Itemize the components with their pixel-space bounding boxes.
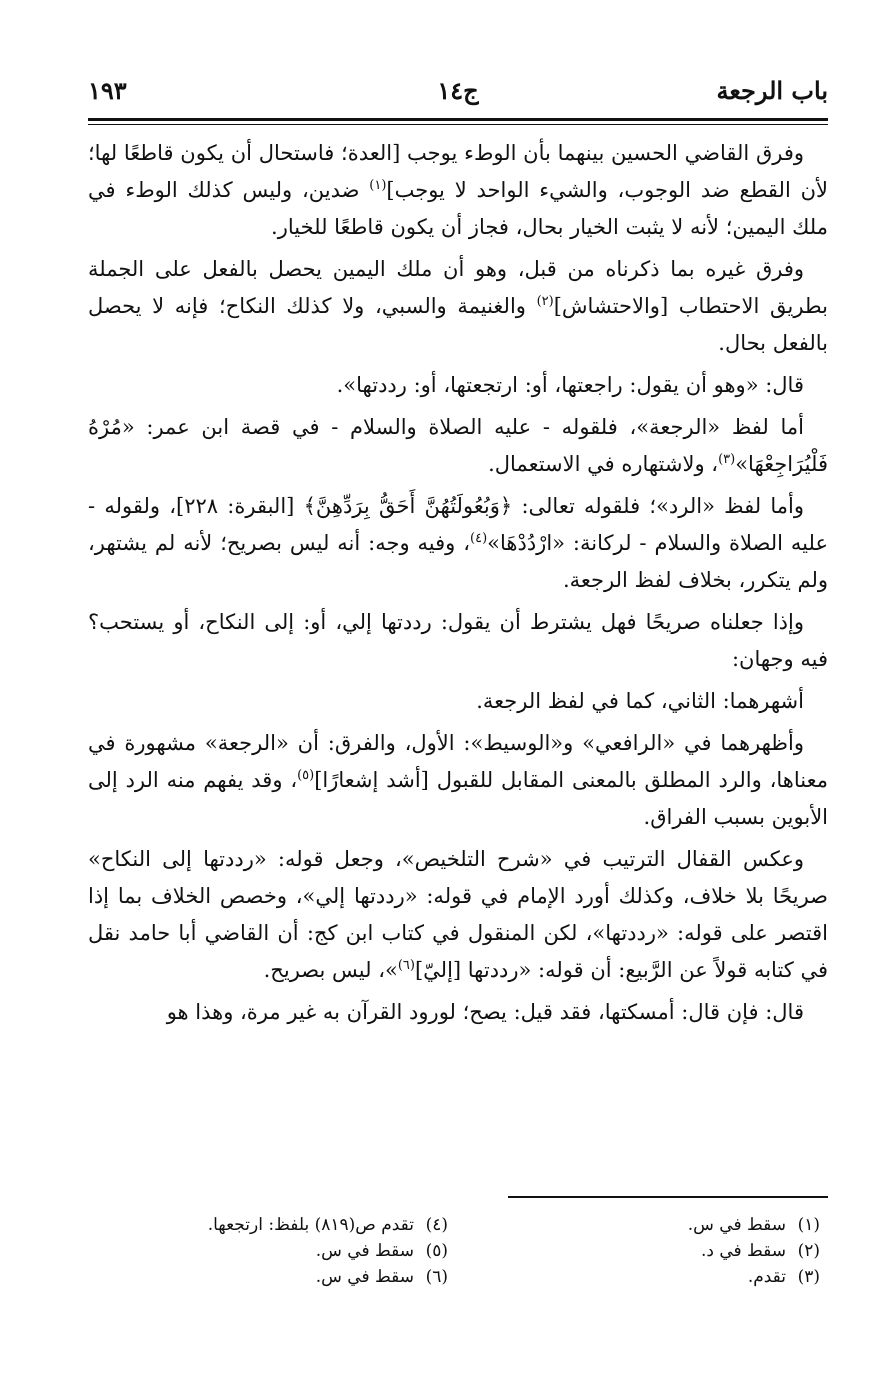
page-number: ١٩٣ <box>88 76 127 105</box>
text-segment: قال: «وهو أن يقول: راجعتها، أو: ارتجعتها، أو: رددتها». <box>336 373 804 397</box>
text-segment: وأظهرهما في «الرافعي» و«الوسيط»: الأول، والفرق: أن «الرجعة» مشهورة في معناها، والرد المطلق بالمعنى المقابل للقبول [أشد إشعارًا] <box>88 731 828 792</box>
running-head <box>88 72 828 112</box>
text-segment: ، وقد يفهم منه الرد إلى الأبوين بسبب الفراق. <box>88 768 828 829</box>
footnote-marker: (٤) <box>470 531 488 546</box>
footnote-item <box>108 1264 448 1290</box>
footnotes-right-column <box>520 1212 820 1290</box>
footnote-item <box>108 1212 448 1238</box>
footnote-marker: (٥) <box>297 768 315 783</box>
paragraph <box>88 409 828 483</box>
footnote-text: تقدم ص(٨١٩) بلفظ: ارتجعها. <box>207 1215 414 1235</box>
paragraph <box>88 251 828 362</box>
text-segment: وفرق القاضي الحسين بينهما بأن الوطء يوجب [العدة؛ فاستحال أن يكون قاطعًا لها؛ لأن القطع ضد الوجوب، والشيء الواحد لا يوجب] <box>88 141 828 202</box>
text-segment: قال: فإن قال: أمسكتها، فقد قيل: يصح؛ لورود القرآن به غير مرة، وهذا هو <box>166 1000 804 1024</box>
paragraph <box>88 841 828 989</box>
footnotes-left-column <box>108 1212 448 1290</box>
text-segment: ، ولاشتهاره في الاستعمال. <box>488 452 719 476</box>
footnote-text: سقط في د. <box>700 1241 786 1261</box>
footnote-text: تقدم. <box>747 1267 786 1287</box>
footnote-marker: (١) <box>369 178 387 193</box>
footnote-number: (٣) <box>797 1267 820 1287</box>
text-segment: وعكس القفال الترتيب في «شرح التلخيص»، وجعل قوله: «رددتها إلى النكاح» صريحًا بلا خلاف، وكذلك أورد الإمام في قوله: «رددتها إلي»، وخصص الخلاف بما إذا اقتصر على قوله: «رددتها»، لكن المنقول في كتاب ابن كج: أن القاضي أبا حامد نقل في كتابه قولاً عن الرَّبيع: أن قوله: «رددتها [إليّ] <box>88 847 828 982</box>
paragraph <box>88 994 828 1031</box>
header-rule-thick <box>88 118 828 121</box>
text-segment: ، وفيه وجه: أنه ليس بصريح؛ لأنه لم يشتهر، ولم يتكرر، بخلاف لفظ الرجعة. <box>88 531 828 592</box>
footnote-text: سقط في س. <box>315 1267 414 1287</box>
text-segment: وفرق غيره بما ذكرناه من قبل، وهو أن ملك اليمين يحصل بالفعل على الجملة بطريق الاحتطاب [والاحتشاش] <box>88 257 828 318</box>
text-segment: أما لفظ «الرجعة»، فلقوله - عليه الصلاة والسلام - في قصة ابن عمر: «مُرْهُ فَلْيُرَاجِعْهَا» <box>88 415 828 476</box>
volume-number: ج١٤ <box>437 76 479 105</box>
footnote-marker: (٢) <box>536 294 554 309</box>
footnote-number: (٦) <box>425 1267 448 1287</box>
footnote-number: (٤) <box>425 1215 448 1235</box>
footnote-number: (٢) <box>797 1241 820 1261</box>
text-segment: ضدين، وليس كذلك الوطء في ملك اليمين؛ لأنه لا يثبت الخيار بحال، فجاز أن يكون قاطعًا للخيار. <box>88 178 828 239</box>
footnote-number: (١) <box>797 1215 820 1235</box>
footnote-item <box>520 1212 820 1238</box>
footnote-number: (٥) <box>425 1241 448 1261</box>
footnote-item <box>108 1238 448 1264</box>
chapter-title: باب الرجعة <box>716 76 828 105</box>
paragraph <box>88 725 828 836</box>
footnotes <box>88 1212 828 1302</box>
text-segment: أشهرهما: الثاني، كما في لفظ الرجعة. <box>476 689 804 713</box>
main-text <box>88 135 828 1031</box>
footnote-separator <box>508 1196 828 1198</box>
paragraph <box>88 604 828 678</box>
footnote-marker: (٦) <box>397 958 415 973</box>
text-segment: وإذا جعلناه صريحًا فهل يشترط أن يقول: رددتها إلي، أو: إلى النكاح، أو يستحب؟ فيه وجهان: <box>88 610 828 671</box>
paragraph <box>88 135 828 246</box>
text-segment: وأما لفظ «الرد»؛ فلقوله تعالى: ﴿وَبُعُولَتُهُنَّ أَحَقُّ بِرَدِّهِنَّ﴾ [البقرة: ٢٢٨]، ولقوله - عليه الصلاة والسلام - لركانة: «ارْدُدْهَا» <box>88 494 828 555</box>
text-segment: »، ليس بصريح. <box>263 958 398 982</box>
book-page <box>88 72 828 1287</box>
paragraph <box>88 683 828 720</box>
footnote-item <box>520 1238 820 1264</box>
paragraph <box>88 488 828 599</box>
header-rule-thin <box>88 124 828 125</box>
paragraph <box>88 367 828 404</box>
footnote-marker: (٣) <box>718 452 736 467</box>
text-segment: والغنيمة والسبي، ولا كذلك النكاح؛ فإنه لا يحصل بالفعل بحال. <box>88 294 828 355</box>
footnote-text: سقط في س. <box>315 1241 414 1261</box>
footnote-text: سقط في س. <box>687 1215 786 1235</box>
footnote-item <box>520 1264 820 1290</box>
